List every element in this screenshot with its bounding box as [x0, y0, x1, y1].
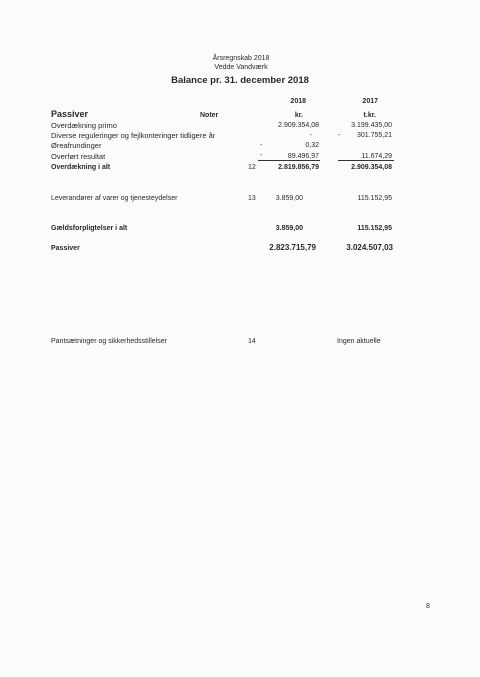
- row-label: Overført resultat: [51, 152, 106, 161]
- col-year-prev: 2017: [362, 98, 378, 105]
- value-current: 2.823.715,79: [269, 243, 316, 252]
- value-prev: 3.199.435,00: [351, 122, 392, 129]
- value-prev: 3.024.507,03: [346, 243, 393, 252]
- value-current: 2.819.856,79: [278, 164, 319, 171]
- value-prev: 115.152,95: [357, 225, 392, 232]
- value-prev: Ingen aktuelle: [337, 338, 381, 345]
- note-ref: 14: [248, 338, 256, 345]
- minus-sign: -: [260, 152, 263, 159]
- value-prev: 115.152,95: [357, 195, 392, 202]
- value-current: 89.496,97: [287, 153, 319, 160]
- value-current: 2.909.354,08: [278, 122, 319, 129]
- value-prev: 2.909.354,08: [351, 164, 392, 171]
- note-ref: 13: [248, 195, 256, 202]
- value-current: -: [309, 132, 312, 139]
- minus-sign: -: [260, 142, 263, 149]
- minus-sign: -: [338, 132, 341, 139]
- subtotal-rule-current: [258, 160, 320, 161]
- value-prev: 11.674,29: [361, 153, 392, 160]
- row-label: Gældsforpligtelser i alt: [51, 225, 128, 232]
- row-label: Leverandører af varer og tjenesteydelser: [51, 195, 178, 202]
- value-prev: 301.755,21: [356, 132, 392, 139]
- row-label: Overdækning i alt: [51, 164, 111, 171]
- value-current: 3.859,00: [275, 225, 303, 232]
- row-label: Øreafrundinger: [51, 141, 102, 150]
- note-ref: 12: [248, 164, 256, 171]
- col-unit-current: kr.: [294, 112, 303, 119]
- page-number: 8: [426, 603, 430, 610]
- col-year-current: 2018: [290, 98, 306, 105]
- subtotal-rule-prev: [338, 160, 394, 161]
- page-title: Balance pr. 31. december 2018: [171, 75, 309, 86]
- row-label: Pantsætninger og sikkerhedsstillelser: [51, 338, 167, 345]
- row-label: Passiver: [51, 245, 80, 252]
- value-current: 3.859,00: [275, 195, 303, 202]
- report-year-line: Årsregnskab 2018: [212, 55, 270, 62]
- row-label: Overdækning primo: [51, 121, 117, 130]
- section-title: Passiver: [51, 109, 89, 119]
- company-name: Vedde Vandværk: [214, 64, 268, 71]
- col-unit-prev: t.kr.: [363, 112, 376, 119]
- notes-header: Noter: [200, 112, 219, 119]
- row-label: Diverse reguleringer og fejlkonteringer tidligere år: [51, 131, 216, 140]
- value-current: 0,32: [305, 142, 319, 149]
